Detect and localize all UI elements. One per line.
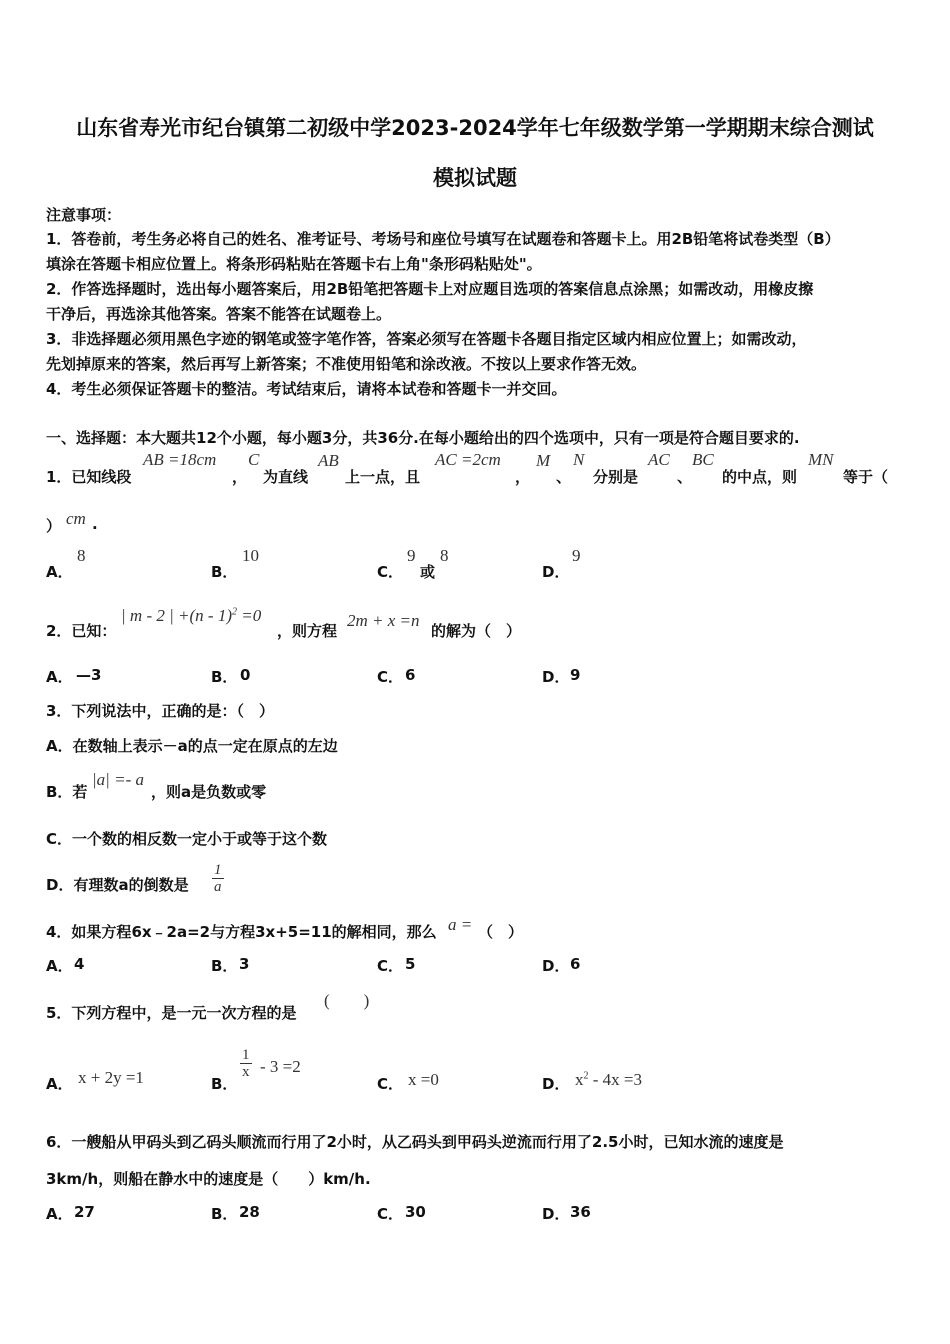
q1-math: AB =18cm: [143, 450, 217, 469]
q2-math-sup: 2: [232, 606, 237, 618]
option-label: C．: [377, 563, 404, 581]
fraction-denominator: a: [214, 879, 222, 895]
q1-math: C: [248, 450, 260, 469]
q6-line: 3km/h，则船在静水中的速度是（ ）km/h.: [46, 1170, 371, 1188]
q5-stem: 5．下列方程中，是一元一次方程的是: [46, 1004, 297, 1022]
q3-option-c: C．一个数的相反数一定小于或等于这个数: [46, 830, 328, 848]
notice-line: 1．答卷前，考生务必将自己的姓名、准考证号、考场号和座位号填写在试题卷和答题卡上。用2B铅笔将试卷类型（B）: [46, 230, 840, 248]
option-label: A．: [46, 1205, 73, 1223]
option-value: 27: [74, 1203, 95, 1221]
q1-math: MN: [808, 450, 834, 469]
q1-math: BC: [692, 450, 714, 469]
option-label: A．: [46, 957, 73, 975]
option-value: 0: [240, 666, 251, 684]
option-label: C．: [377, 668, 404, 686]
q1-math: AB: [318, 451, 339, 470]
option-value: 10: [242, 546, 259, 565]
option-label: A．: [46, 563, 73, 581]
option-label: C．: [377, 1205, 404, 1223]
q3-option-b-label: B．若: [46, 783, 88, 801]
option-value: 9: [570, 666, 581, 684]
option-label: C．: [377, 957, 404, 975]
option-label: B．: [211, 1205, 238, 1223]
option-label: D．: [542, 1075, 570, 1093]
option-value: 4: [74, 955, 85, 973]
q6-line: 6．一艘船从甲码头到乙码头顺流而行用了2小时，从乙码头到甲码头逆流而行用了2.5小时，已知水流的速度是: [46, 1133, 784, 1151]
q2-text: 的解为（ ）: [431, 622, 522, 640]
option-value: [575, 1070, 642, 1090]
q1-text: 上一点，且: [345, 468, 421, 486]
q1-text: .: [92, 515, 98, 533]
section-heading: 一、选择题：本大题共12个小题，每小题3分，共36分.在每小题给出的四个选项中，只有一项是符合题目要求的.: [46, 429, 800, 447]
option-value: 36: [570, 1203, 591, 1221]
option-value: —3: [76, 666, 102, 684]
q3-option-a: A．在数轴上表示－a的点一定在原点的左边: [46, 737, 338, 755]
option-label: B．: [211, 957, 238, 975]
option-base: x: [575, 1070, 584, 1089]
q4-text: （ ）: [478, 923, 524, 941]
q1-math: N: [573, 450, 585, 469]
q2-math-part: | m - 2 | +(n - 1): [121, 606, 232, 625]
q1-text: 为直线: [263, 468, 309, 486]
option-value: 3: [239, 955, 250, 973]
option-value: x + 2y =1: [78, 1068, 144, 1087]
option-value: - 3 =2: [260, 1057, 301, 1076]
option-label: D．: [542, 1205, 570, 1223]
q1-text: 的中点，则: [722, 468, 798, 486]
option-label: D．: [542, 563, 570, 581]
q4-stem: 4．如果方程6x﹣2a=2与方程3x+5=11的解相同，那么: [46, 923, 437, 941]
notice-line: 2．作答选择题时，选出每小题答案后，用2B铅笔把答题卡上对应题目选项的答案信息点涂黑；如需改动，用橡皮擦: [46, 280, 814, 298]
option-value: 8: [77, 546, 86, 565]
q3-option-d-label: D．有理数a的倒数是: [46, 876, 189, 894]
q1-text: 1．已知线段: [46, 468, 132, 486]
option-text: 或: [420, 563, 436, 581]
option-label: B．: [211, 1075, 238, 1093]
q1-text: 等于（: [843, 468, 889, 486]
q2-math: [121, 606, 261, 626]
option-value: 8: [440, 546, 449, 565]
q1-text: 、: [556, 468, 572, 486]
q3-option-b-math: |a| =- a: [92, 770, 144, 789]
notice-line: 干净后，再选涂其他答案。答案不能答在试题卷上。: [46, 305, 392, 323]
option-value: 6: [570, 955, 581, 973]
option-fraction: [240, 1047, 252, 1080]
q3-option-d-fraction: [212, 862, 224, 895]
option-label: A．: [46, 668, 73, 686]
option-label: C．: [377, 1075, 404, 1093]
q1-text: 分别是: [593, 468, 639, 486]
option-value: 9: [407, 546, 416, 565]
option-rest: - 4x =3: [592, 1070, 642, 1089]
option-label: D．: [542, 668, 570, 686]
notice-line: 填涂在答题卡相应位置上。将条形码粘贴在答题卡右上角"条形码粘贴处"。: [46, 255, 542, 273]
fraction-numerator: 1: [242, 1047, 250, 1063]
exam-title-line1: 山东省寿光市纪台镇第二初级中学2023-2024学年七年级数学第一学期期末综合测试: [76, 116, 874, 140]
option-label: B．: [211, 668, 238, 686]
option-value: 30: [405, 1203, 426, 1221]
q2-math: 2m + x =n: [347, 611, 420, 630]
q3-stem: 3．下列说法中，正确的是：（ ）: [46, 702, 274, 720]
option-value: 28: [239, 1203, 260, 1221]
notice-heading: 注意事项：: [46, 206, 122, 224]
option-label: A．: [46, 1075, 73, 1093]
notice-line: 4．考生必须保证答题卡的整洁。考试结束后，请将本试卷和答题卡一并交回。: [46, 380, 567, 398]
fraction-numerator: 1: [214, 862, 222, 878]
option-label: B．: [211, 563, 238, 581]
option-sup: 2: [583, 1070, 589, 1082]
q4-math: a =: [448, 915, 473, 934]
option-value: 5: [405, 955, 416, 973]
option-value: 9: [572, 546, 581, 565]
q1-text: ，: [232, 468, 248, 486]
option-label: D．: [542, 957, 570, 975]
q5-paren: ( ): [324, 991, 370, 1010]
option-value: 6: [405, 666, 416, 684]
notice-line: 3．非选择题必须用黑色字迹的钢笔或签字笔作答，答案必须写在答题卡各题目指定区域内相应位置上；如需改动，: [46, 330, 807, 348]
q1-math: AC =2cm: [435, 450, 501, 469]
q3-option-b-text: ，则a是负数或零: [151, 783, 267, 801]
q1-text: ，: [515, 468, 531, 486]
q2-math-part: =0: [237, 606, 262, 625]
q1-text: 、: [677, 468, 693, 486]
q2-text: ，则方程: [277, 622, 338, 640]
q1-text: ）: [46, 517, 62, 535]
notice-line: 先划掉原来的答案，然后再写上新答案；不准使用铅笔和涂改液。不按以上要求作答无效。: [46, 355, 647, 373]
option-value: x =0: [408, 1070, 439, 1089]
q2-text: 2．已知：: [46, 622, 117, 640]
exam-title-line2: 模拟试题: [433, 166, 517, 190]
q1-math: AC: [648, 450, 670, 469]
fraction-denominator: x: [242, 1064, 250, 1080]
q1-math: cm: [66, 509, 86, 528]
q1-math: M: [536, 451, 551, 470]
